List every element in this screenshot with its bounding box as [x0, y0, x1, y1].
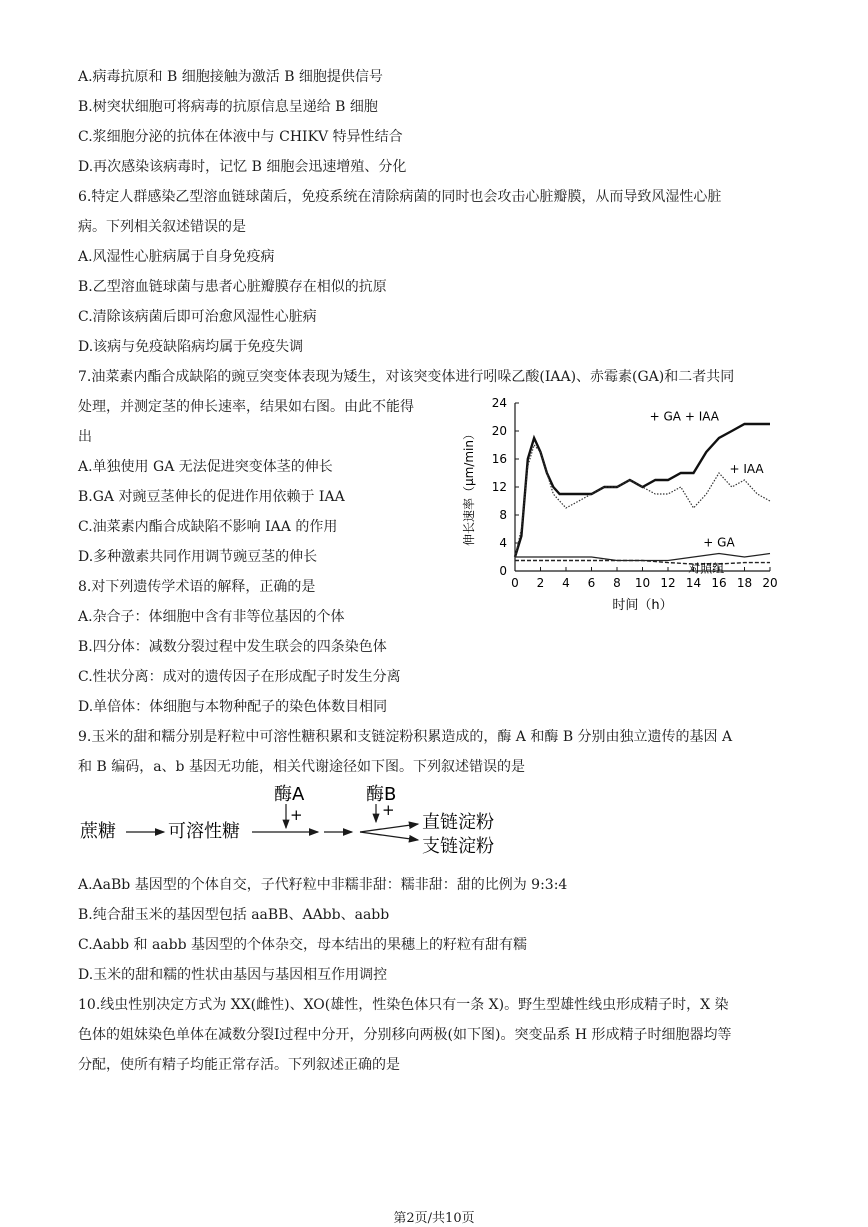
soluble-sugar-label: 可溶性糖 — [168, 821, 240, 842]
text-line-l18: 8.对下列遗传学术语的解释，正确的是 — [78, 579, 316, 595]
series-label-3: 对照组 — [688, 561, 725, 576]
x-tick-label: 6 — [587, 576, 596, 590]
x-tick-label: 16 — [711, 576, 727, 590]
text-line-l21: C.性状分离：成对的遗传因子在形成配子时发生分离 — [78, 669, 401, 685]
y-tick-label: 8 — [499, 508, 507, 522]
elongation-rate-chart — [455, 395, 795, 625]
text-line-l25: A.AaBb 基因型的个体自交，子代籽粒中非糯非甜：糯非甜：甜的比例为 9:3:4 — [78, 877, 568, 893]
sucrose-label: 蔗糖 — [80, 821, 116, 842]
y-tick-label: 20 — [491, 424, 507, 438]
text-line-l8: B.乙型溶血链球菌与患者心脏瓣膜存在相似的抗原 — [78, 279, 387, 295]
enzyme-b-label: 酶B — [366, 784, 397, 805]
pathway-svg — [80, 780, 540, 860]
text-line-l13: 出 — [78, 429, 92, 445]
text-line-l31: 分配，使所有精子均能正常存活。下列叙述正确的是 — [78, 1057, 400, 1073]
series-line-2 — [515, 554, 770, 561]
enzyme-a-plus: + — [290, 806, 303, 824]
text-line-l26: B.纯合甜玉米的基因型包括 aaBB、AAbb、aabb — [78, 907, 390, 923]
y-axis-label: 伸长速率（μm/min） — [462, 428, 476, 546]
text-line-l29: 10.线虫性别决定方式为 XX(雌性)、XO(雄性，性染色体只有一条 X)。野生型雄性线虫形成精子时，X 染 — [78, 997, 729, 1013]
text-line-l17: D.多种激素共同作用调节豌豆茎的伸长 — [78, 549, 318, 565]
text-line-l22: D.单倍体：体细胞与本物种配子的染色体数目相同 — [78, 699, 388, 715]
text-line-l27: C.Aabb 和 aabb 基因型的个体杂交，母本结出的果穗上的籽粒有甜有糯 — [78, 937, 528, 953]
text-line-l23: 9.玉米的甜和糯分别是籽粒中可溶性糖积累和支链淀粉积累造成的，酶 A 和酶 B 分别由独立遗传的基因 A — [78, 729, 733, 745]
x-tick-label: 14 — [685, 576, 702, 590]
text-line-l1: A.病毒抗原和 B 细胞接触为激活 B 细胞提供信号 — [78, 69, 383, 85]
x-tick-label: 20 — [762, 576, 778, 590]
text-line-l3: C.浆细胞分泌的抗体在体液中与 CHIKV 特异性结合 — [78, 129, 403, 145]
series-line-3 — [515, 561, 770, 565]
y-tick-label: 16 — [491, 452, 507, 466]
x-tick-label: 2 — [536, 576, 545, 590]
y-tick-label: 0 — [499, 564, 507, 578]
amylose-label: 直链淀粉 — [422, 812, 494, 833]
metabolic-pathway-diagram — [80, 780, 540, 860]
x-tick-label: 18 — [736, 576, 753, 590]
enzyme-a-label: 酶A — [274, 784, 305, 805]
text-line-l20: B.四分体：减数分裂过程中发生联会的四条染色体 — [78, 639, 387, 655]
amylopectin-label: 支链淀粉 — [422, 836, 494, 857]
text-line-l10: D.该病与免疫缺陷病均属于免疫失调 — [78, 339, 304, 355]
page-footer: 第2页/共10页 — [393, 1211, 475, 1226]
text-line-l28: D.玉米的甜和糯的性状由基因与基因相互作用调控 — [78, 967, 388, 983]
text-line-l19: A.杂合子：体细胞中含有非等位基因的个体 — [78, 609, 345, 625]
y-tick-label: 12 — [491, 480, 507, 494]
x-axis-label: 时间（h） — [612, 598, 673, 613]
text-line-l14: A.单独使用 GA 无法促进突变体茎的伸长 — [78, 459, 333, 475]
x-tick-label: 8 — [613, 576, 621, 590]
y-tick-label: 24 — [491, 396, 507, 410]
text-line-l15: B.GA 对豌豆茎伸长的促进作用依赖于 IAA — [78, 489, 345, 505]
y-tick-label: 4 — [499, 536, 507, 550]
chart-svg — [455, 395, 795, 625]
series-label-2: + GA — [703, 535, 735, 550]
text-line-l7: A.风湿性心脏病属于自身免疫病 — [78, 249, 275, 265]
text-line-l24: 和 B 编码，a、b 基因无功能，相关代谢途径如下图。下列叙述错误的是 — [78, 759, 525, 775]
x-tick-label: 4 — [562, 576, 570, 590]
x-tick-label: 0 — [511, 576, 519, 590]
arrow-to-amylose — [360, 824, 418, 832]
x-tick-label: 10 — [634, 576, 651, 590]
text-line-l12: 处理，并测定茎的伸长速率，结果如右图。由此不能得 — [78, 399, 414, 415]
text-line-l2: B.树突状细胞可将病毒的抗原信息呈递给 B 细胞 — [78, 99, 378, 115]
text-line-l30: 色体的姐妹染色单体在减数分裂Ⅰ过程中分开，分别移向两极(如下图)。突变品系 H 形成精子时细胞器均等 — [78, 1027, 732, 1043]
x-tick-label: 12 — [660, 576, 676, 590]
text-line-l16: C.油菜素内酯合成缺陷不影响 IAA 的作用 — [78, 519, 338, 535]
series-label-1: + IAA — [729, 462, 764, 476]
series-label-0: + GA + IAA — [649, 409, 719, 424]
arrow-to-amylopectin — [360, 832, 418, 840]
text-line-l5: 6.特定人群感染乙型溶血链球菌后，免疫系统在清除病菌的同时也会攻击心脏瓣膜，从而导致风湿性心脏 — [78, 189, 722, 205]
text-line-l4: D.再次感染该病毒时，记忆 B 细胞会迅速增殖、分化 — [78, 159, 407, 175]
enzyme-b-plus: + — [382, 801, 395, 819]
text-line-l6: 病。下列相关叙述错误的是 — [78, 219, 246, 235]
text-line-l11: 7.油菜素内酯合成缺陷的豌豆突变体表现为矮生，对该突变体进行吲哚乙酸(IAA)、赤霉素(GA)和二者共同 — [78, 369, 735, 385]
text-line-l9: C.清除该病菌后即可治愈风湿性心脏病 — [78, 309, 317, 325]
